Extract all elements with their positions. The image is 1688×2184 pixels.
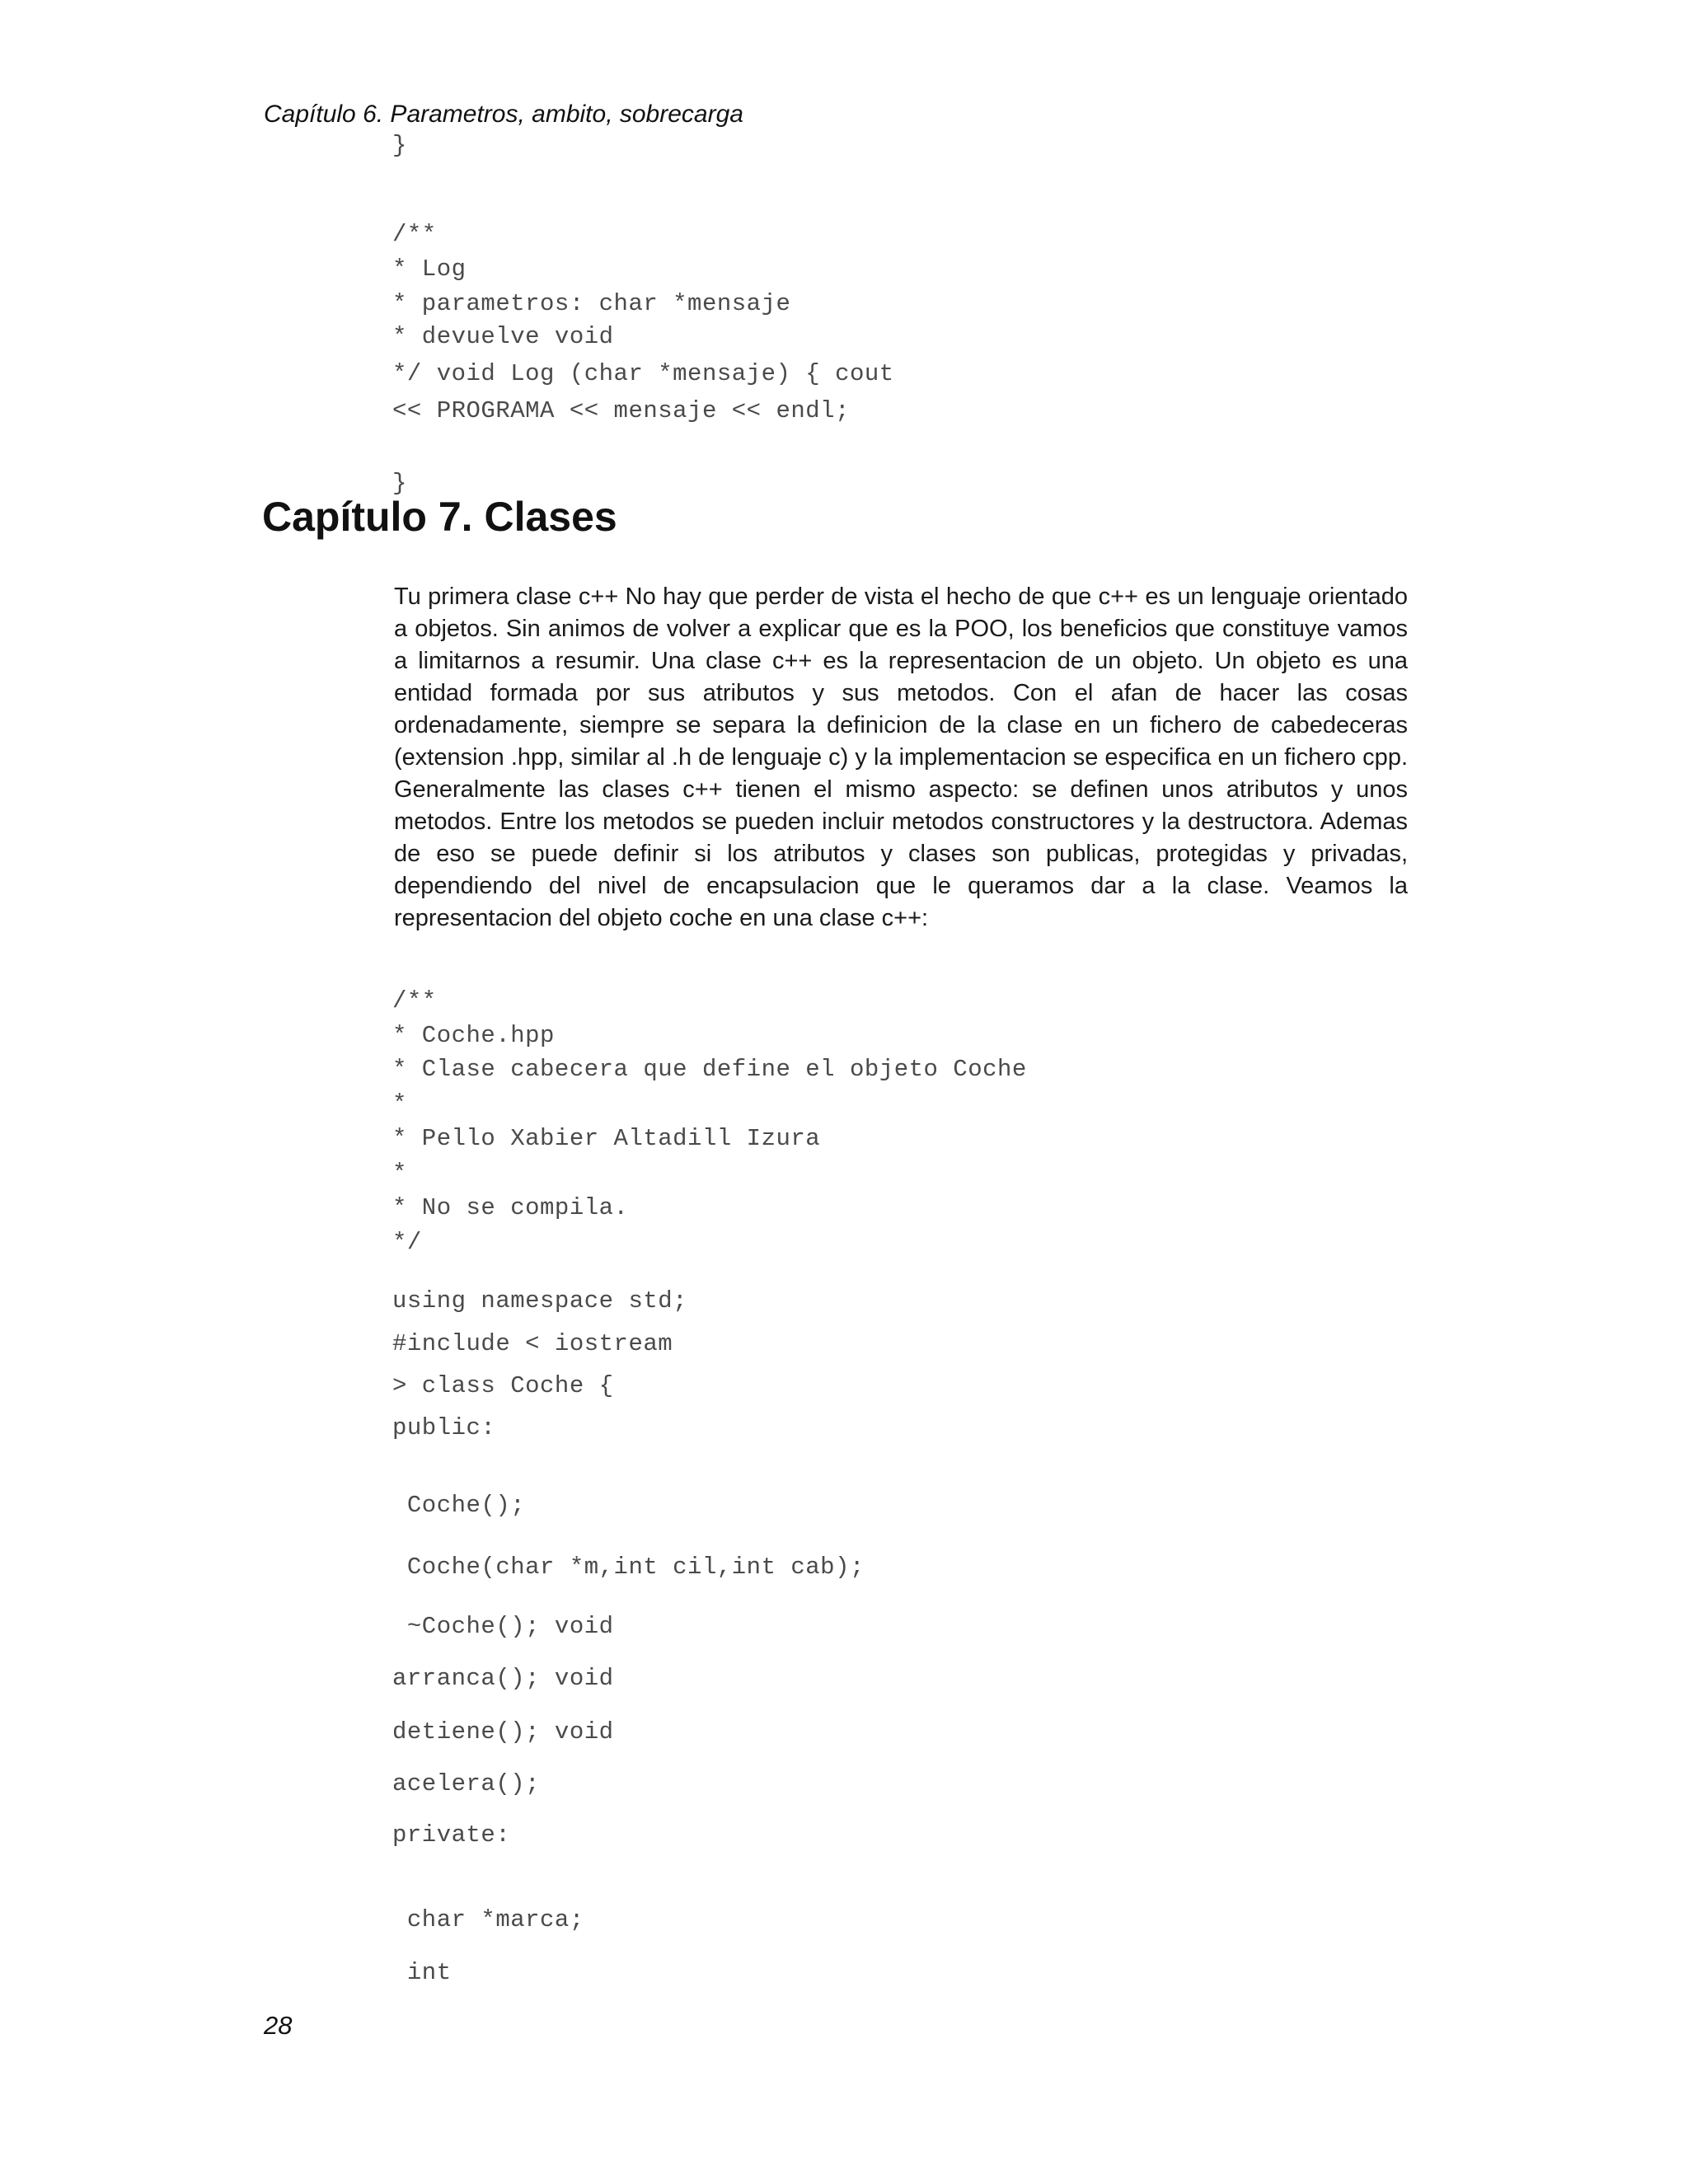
code-line: using namespace std; <box>392 1287 688 1315</box>
code-line: Coche(char *m,int cil,int cab); <box>392 1554 865 1581</box>
code-line: acelera(); <box>392 1770 541 1797</box>
code-line: public: <box>392 1414 496 1441</box>
code-line: * Pello Xabier Altadill Izura <box>392 1125 821 1152</box>
page-number: 28 <box>264 2011 293 2040</box>
code-line: > class Coche { <box>392 1372 614 1399</box>
code-line: * Coche.hpp <box>392 1022 555 1049</box>
code-line: } <box>392 132 407 159</box>
body-paragraph: Tu primera clase c++ No hay que perder de vista el hecho de que c++ es un lenguaje orientado a objetos. Sin animos de volver a explicar que es la POO, los beneficios que constituye vamos a limitarnos a resumir. Una clase c++ es la representacion de un objeto. Un objeto es una entidad formada por sus atributos y sus metodos. Con el afan de hacer las cosas ordenadamente, siempre se separa la definicion de la clase en un fichero de cabedeceras (extension .hpp, similar al .h de lenguaje c) y la implementacion se especifica en un fichero cpp. Generalmente las clases c++ tienen el mismo aspecto: se definen unos atributos y unos metodos. Entre los metodos se pueden incluir metodos constructores y la destructora. Ademas de eso se puede definir si los atributos y clases son publicas, protegidas y privadas, dependiendo del nivel de encapsulacion que le queramos dar a la clase. Veamos la representacion del objeto coche en una clase c++: <box>394 583 1408 931</box>
code-line: ~Coche(); void <box>392 1613 614 1640</box>
code-line: * Log <box>392 255 467 283</box>
code-line: /** <box>392 221 437 248</box>
code-line: * devuelve void <box>392 323 614 350</box>
code-line: detiene(); void <box>392 1718 614 1746</box>
code-line: Coche(); <box>392 1492 526 1519</box>
code-line: * parametros: char *mensaje <box>392 290 791 317</box>
code-line: * No se compila. <box>392 1194 629 1221</box>
chapter-title: Capítulo 7. Clases <box>262 494 617 540</box>
code-line: * <box>392 1160 407 1187</box>
code-line: << PROGRAMA << mensaje << endl; <box>392 397 850 424</box>
code-line: */ <box>392 1229 422 1256</box>
code-line: * <box>392 1090 407 1118</box>
code-line: arranca(); void <box>392 1665 614 1692</box>
code-line: } <box>392 470 407 497</box>
code-line: int <box>392 1959 452 1986</box>
code-line: #include < iostream <box>392 1330 673 1357</box>
code-line: */ void Log (char *mensaje) { cout <box>392 360 894 387</box>
code-line: private: <box>392 1821 511 1849</box>
code-line: char *marca; <box>392 1906 584 1933</box>
code-line: /** <box>392 987 437 1015</box>
running-header: Capítulo 6. Parametros, ambito, sobrecarga <box>264 101 743 128</box>
code-line: * Clase cabecera que define el objeto Coche <box>392 1056 1027 1083</box>
